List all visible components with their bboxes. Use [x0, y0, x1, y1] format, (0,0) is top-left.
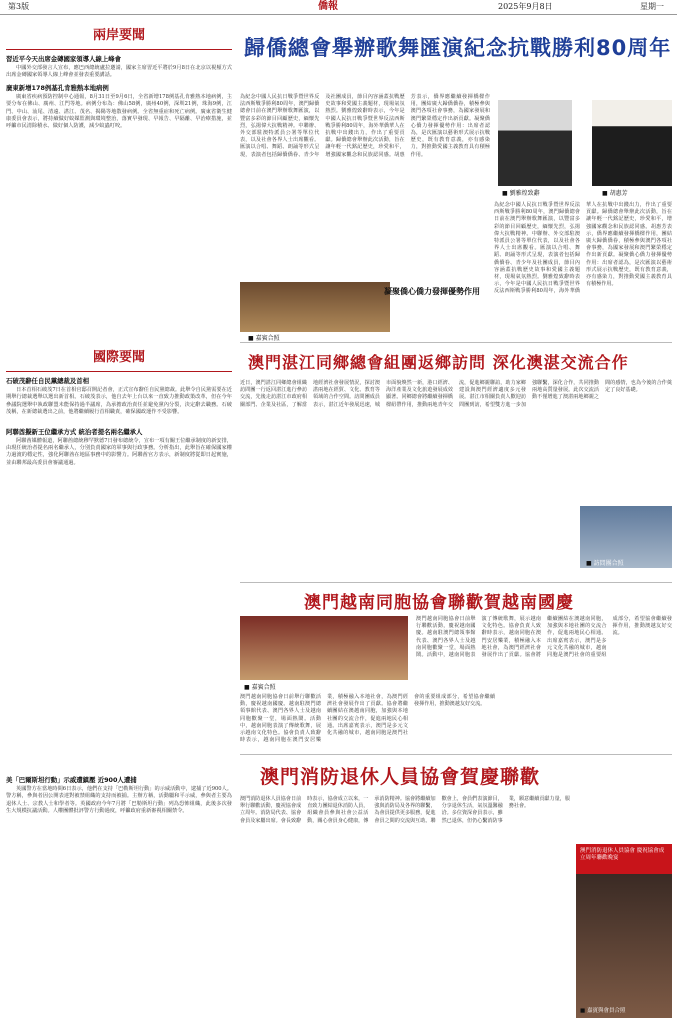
article-divider	[240, 754, 672, 755]
section-title: 兩岸要聞	[92, 28, 145, 43]
divider	[6, 49, 232, 50]
news-headline: 美「巴爾斯坦行動」示威遭鎮壓 近900人遭捕	[6, 776, 137, 784]
group-photo	[240, 616, 408, 680]
photo-caption: ■ 嘉賓合照	[248, 333, 280, 342]
article-body-continued: 澳門越南同胞協會日前舉行聯歡活動，慶祝越南國慶。越南駐澳門總領事館代表、澳門各界人士及越南同胞歡聚一堂，場面熱鬧。活動中，越南同胞表演了傳統歌舞，展示越南文化特色。協會負責人致辭時表示，越南同胞在澳門安居樂業，積極融入本地社會，為澳門經濟社會發展作出了貢獻。協會將繼續團結在澳越南同胞，加強與本地社團的交流合作，促進兩地民心相通。出席嘉賓表示，澳門是多元文化共融的城市，越南同胞是澳門社會的重要組成部分，希望協會繼續發揮作用，推動澳越友好交流。	[240, 694, 495, 744]
section-title: 國際要聞	[92, 350, 145, 365]
article-body: 為紀念中國人民抗日戰爭暨世界反法西斯戰爭勝利80周年，澳門歸僑總會日前在澳門舉辦歌舞匯演，以豐富多彩的節目回顧歷史，緬懷先烈，弘揚偉大抗戰精神。中聯辦、外交部駐澳特派員公署等單位代表，以及社會各界人士出席觀看。匯演以合唱、舞蹈、朗誦等形式呈現，表演者包括歸僑僑眷、青少年及社團成員，節目內容涵蓋抗戰歷史故事和愛國主義題材，現場氣氛熱烈。劉雅煌致辭時表示，今年是中國人民抗日戰爭暨世界反法西斯戰爭勝利80周年，海外華僑華人在抗戰中出錢出力，作出了重要貢獻。歸僑總會舉辦此次活動，旨在讓年輕一代銘記歷史，珍愛和平，增強國家觀念和民族認同感。胡惠芳表示，僑界應繼續發揮橋樑作用，團結廣大歸僑僑眷，積極參與澳門各項社會事務，為國家發展和澳門繁榮穩定作出新貢獻。凝聚僑心僑力發揮優勢作用：出席者認為，是次匯演以藝術形式展示抗戰歷史，既有教育意義，亦有感染力，對推動愛國主義教育具有積極作用。	[240, 94, 490, 158]
article-subheading: 凝聚僑心僑力發揮優勢作用	[384, 287, 480, 296]
news-body: 英國警方在當地時間6日表示，他們在支持「巴勒斯坦行動」的示威活動中，逮捕了近900人。警方稱，參與者因公開表達對被禁組織的支持而被捕。主辦方稱，活動屬和平示威，參與者主要為退休人士、宗教人士和學者等。英國政府今年7月將「巴勒斯坦行動」列為恐怖組織，此後多次發生大規模抗議活動。人權團體批評警方行動過度，呼籲政府重新審視相關禁令。	[6, 786, 232, 815]
article-body: 澳門消防退休人員協會日前舉行聯歡活動，慶祝協會成立周年。消防局代表、協會會員及家屬出席。會長致辭時表示，協會成立以來，一直致力團結退休消防人員，組織會員參與社會公益活動，關心會員身心健康，傳承消防精神。協會將繼續加強與消防局及各界的聯繫，為會員提供更多服務，促進會員之間的交流與互助。聯歡會上，會員們表演節目，分享退休生活，氣氛溫馨融洽。多位資深會員表示，雖然已退休，但仍心繫消防事業，願意繼續貢獻力量，服務社會。	[240, 796, 570, 824]
issue-date: 2025年9月8日	[498, 2, 553, 11]
article-divider	[240, 582, 672, 583]
article-body: 近日，澳門湛江同鄉總會組織訪問團一行返回湛江進行參訪交流，先後走訪湛江市政府相關部門、企業及社區，了解當地經濟社會發展情況，探討澳湛兩地在經貿、文化、教育等領域的合作空間。訪問團成員表示，湛江近年發展迅速，城市面貌煥然一新，港口經濟、海洋產業及文化旅遊發展成效顯著。同鄉總會將繼續發揮橋樑紐帶作用，推動兩地青年交流，促進鄉親聯誼，助力家鄉建設與澳門經濟適度多元發展。湛江市相關負責人歡迎訪問團到訪，希望雙方進一步加強聯繫，深化合作，共同推動兩地高質量發展。此次交流活動不僅增進了澳湛兩地鄉親之間的感情，也為今後的合作奠定了良好基礎。	[240, 380, 672, 408]
photo-caption: ■ 訪問團合照	[586, 558, 624, 567]
photo-caption: ■ 嘉賓合照	[244, 682, 276, 691]
page-label: 第3版	[8, 2, 30, 11]
news-body: 日本首相石破茂7日在首相官邸召開記者會，正式宣布辭任自民黨總裁。此舉令自民黨需要在近期舉行總裁選舉以選出新首相。石破茂表示，他自去年上台以來一直致力推動政策改革，但在今年參議院選舉中執政聯盟未能保持過半議席，為承擔政治責任並避免黨內分裂，決定辭去職務。石破茂稱，在新總裁選出之前，他將繼續履行首相職責，確保國政運作不受影響。	[6, 387, 232, 416]
international-news	[6, 342, 232, 762]
more-international-news	[6, 772, 232, 1020]
article-divider	[240, 342, 672, 343]
group-photo	[576, 874, 672, 1018]
news-body: 中國外交部發言人宣布，應巴西總統盧拉邀請，國家主席習近平將於9月8日在北京以視頻方式出席金磚國家領導人線上峰會並發表重要講話。	[6, 65, 232, 79]
group-photo	[240, 282, 390, 332]
photo-caption: ■ 嘉賓與會員合照	[580, 1006, 625, 1014]
article-body: 澳門越南同胞協會日前舉行聯歡活動，慶祝越南國慶。越南駐澳門總領事館代表、澳門各界人士及越南同胞歡聚一堂，場面熱鬧。活動中，越南同胞表演了傳統歌舞，展示越南文化特色。協會負責人致辭時表示，越南同胞在澳門安居樂業，積極融入本地社會，為澳門經濟社會發展作出了貢獻。協會將繼續團結在澳越南同胞，加強與本地社團的交流合作，促進兩地民心相通。出席嘉賓表示，澳門是多元文化共融的城市，越南同胞是澳門社會的重要組成部分，希望協會繼續發揮作用，推動澳越友好交流。	[416, 616, 672, 659]
news-body: 廣東省疾病預防控制中心通報，8月31日至9月6日，全省新增178例基孔肯雅熱本地病例，主要分布在佛山、廣州、江門等地。病例分布為：佛山58例，廣州40例，深圳21例，珠海9例，江門、中山、汕尾、清遠、湛江、茂名、揭陽等地散發病例。全省無重症和死亡病例。廣東省衛生健康委員會表示，將持續做好蚊媒監測與環境整治，落實早發現、早報告、早隔離、早治療措施，並呼籲市民清除積水、做好個人防護，減少蚊蟲叮咬。	[6, 93, 232, 130]
news-headline: 阿聯酋擬新王位繼承方式 統治者提名兩名繼承人	[6, 427, 143, 436]
news-headline: 習近平今天出席金磚國家領導人線上峰會	[6, 55, 122, 63]
photo-caption: ■ 胡惠芳	[602, 188, 628, 197]
article-body-continued: 為紀念中國人民抗日戰爭暨世界反法西斯戰爭勝利80周年，澳門歸僑總會日前在澳門舉辦歌舞匯演，以豐富多彩的節目回顧歷史，緬懷先烈，弘揚偉大抗戰精神。中聯辦、外交部駐澳特派員公署等單位代表，以及社會各界人士出席觀看。匯演以合唱、舞蹈、朗誦等形式呈現，表演者包括歸僑僑眷、青少年及社團成員，節目內容涵蓋抗戰歷史故事和愛國主義題材，現場氣氛熱烈。劉雅煌致辭時表示，今年是中國人民抗日戰爭暨世界反法西斯戰爭勝利80周年，海外華僑華人在抗戰中出錢出力，作出了重要貢獻。歸僑總會舉辦此次活動，旨在讓年輕一代銘記歷史，珍愛和平，增強國家觀念和民族認同感。胡惠芳表示，僑界應繼續發揮橋樑作用，團結廣大歸僑僑眷，積極參與澳門各項社會事務，為國家發展和澳門繁榮穩定作出新貢獻。凝聚僑心僑力發揮優勢作用：出席者認為，是次匯演以藝術形式展示抗戰歷史，既有教育意義，亦有感染力，對推動愛國主義教育具有積極作用。	[494, 202, 672, 295]
article-title: 歸僑總會舉辦歌舞匯演紀念抗戰勝利80周年	[244, 36, 672, 60]
masthead: 僑報	[318, 1, 338, 12]
speaker-photo	[592, 100, 672, 186]
divider	[6, 371, 232, 372]
left-news-column	[6, 20, 232, 1020]
article-title: 澳門湛江同鄉總會組團返鄉訪問 深化澳湛交流合作	[248, 353, 629, 372]
page-header	[0, 0, 677, 15]
article-title: 澳門消防退休人員協會賀慶聯歡	[260, 766, 541, 788]
feature-articles	[240, 20, 672, 1020]
cross-strait-news	[6, 20, 232, 332]
photo-caption: ■ 劉雅煌致辭	[502, 188, 540, 197]
article-title: 澳門越南同胞協會聯歡賀越南國慶	[304, 593, 574, 613]
speaker-photo	[498, 100, 572, 186]
weekday: 星期一	[640, 2, 664, 11]
news-headline: 石破茂辭任自民黨總裁及首相	[6, 377, 90, 385]
event-banner: 澳門消防退休人員協會 慶祝協會成立周年聯歡晚宴	[576, 844, 672, 874]
news-headline: 廣東新增178例基孔肯雅熱本地病例	[6, 83, 109, 92]
news-body: 阿聯酋媒體報道，阿聯酋總統穆罕默德7日發布總統令，宣布一項有關王位繼承制度的新安排，由現任統治者提名兩名繼承人，分別負責國家的軍事與行政事務。分析指出，此舉旨在確保國家權力過渡的穩定性，強化阿聯酋在地區事務中的影響力。阿聯酋官方表示，新制度將從即日起實施，並由聯邦最高委員會審議通過。	[6, 437, 232, 466]
